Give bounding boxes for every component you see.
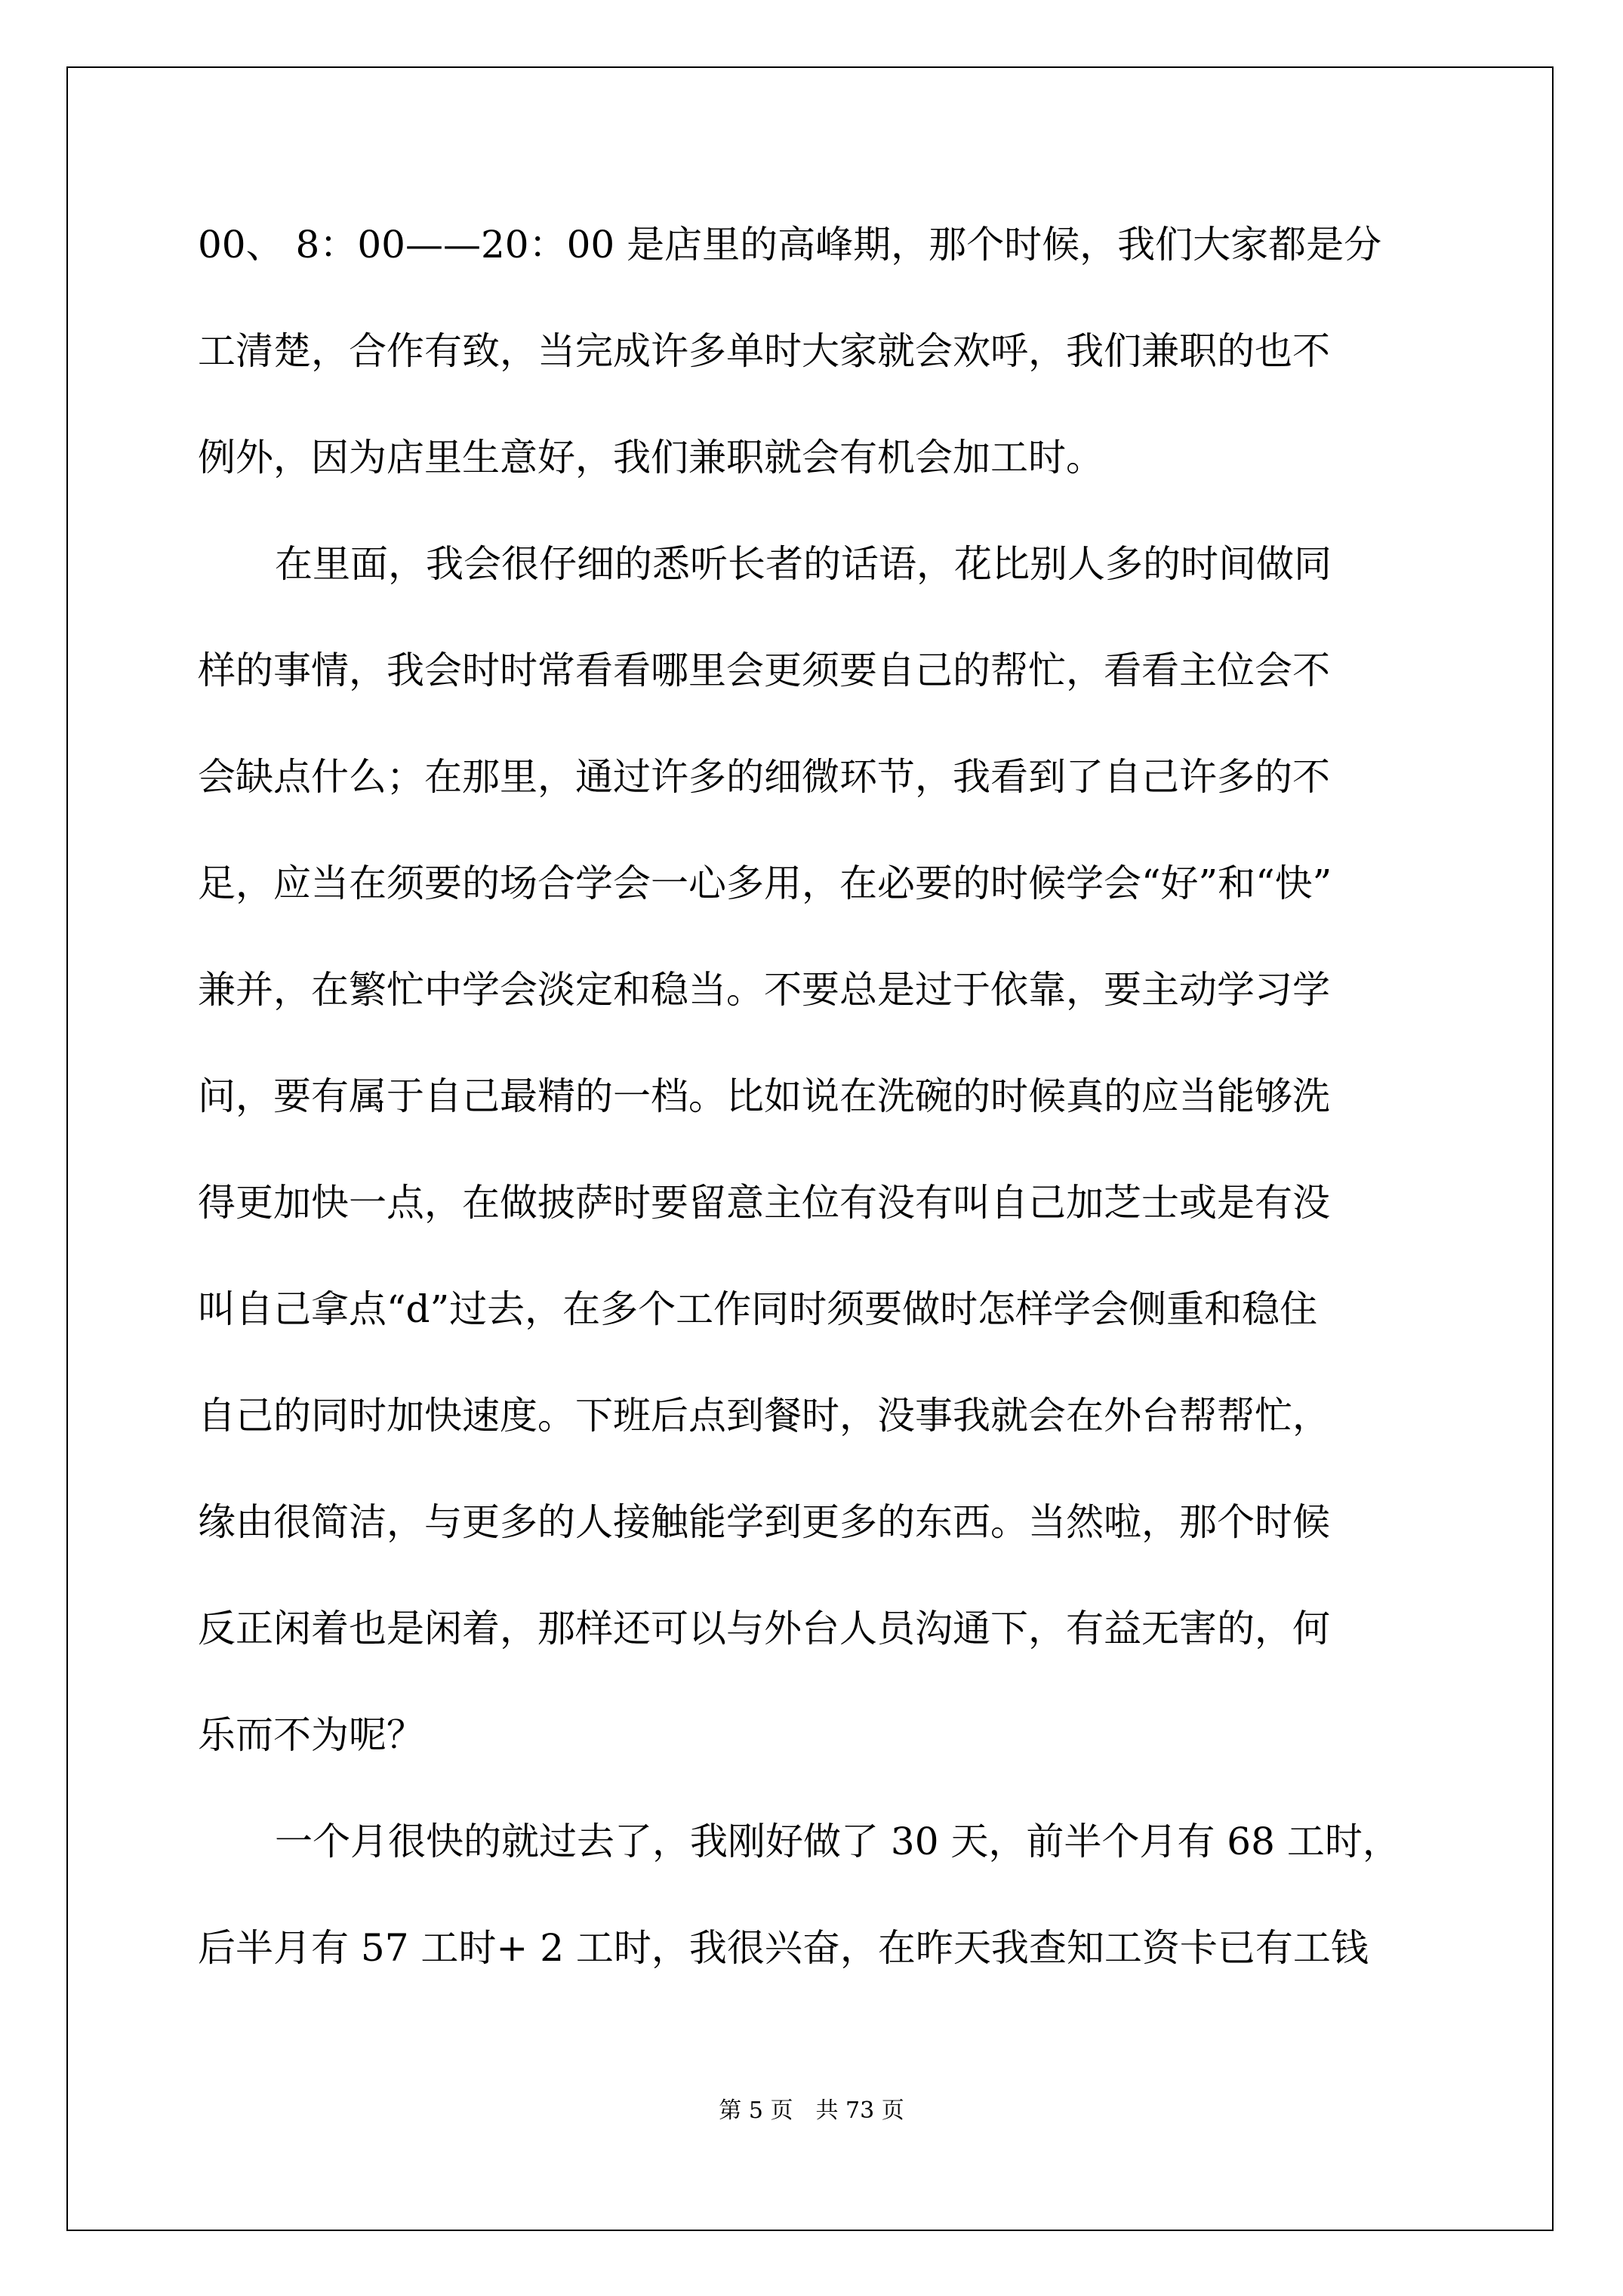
text-line: 例外，因为店里生意好，我们兼职就会有机会加工时。 xyxy=(198,436,1104,479)
text-line: 工清楚，合作有致，当完成许多单时大家就会欢呼，我们兼职的也不 xyxy=(198,329,1330,373)
page-number: 第 5 页 xyxy=(719,2097,793,2124)
text-line: 自己的同时加快速度。下班后点到餐时，没事我就会在外台帮帮忙， xyxy=(198,1394,1330,1438)
text-line: 样的事情，我会时时常看看哪里会更须要自己的帮忙，看看主位会不 xyxy=(198,649,1330,692)
text-line: 叫自己拿点“d”过去，在多个工作同时须要做时怎样学会侧重和稳住 xyxy=(198,1287,1318,1331)
text-line: 会缺点什么；在那里，通过许多的细微环节，我看到了自己许多的不 xyxy=(198,755,1330,799)
page-border xyxy=(66,66,1554,2231)
text-line: 足，应当在须要的场合学会一心多用，在必要的时候学会“好”和“快” xyxy=(198,861,1332,905)
text-line: 00、 8：00——20：00 是店里的高峰期，那个时候，我们大家都是分 xyxy=(198,223,1382,267)
page-footer xyxy=(0,2096,1623,2126)
paragraph-start-line: 在里面，我会很仔细的悉听长者的话语，花比别人多的时间做同 xyxy=(275,542,1332,586)
page-total: 共 73 页 xyxy=(815,2097,904,2124)
text-line: 乐而不为呢？ xyxy=(198,1713,424,1757)
text-line: 得更加快一点，在做披萨时要留意主位有没有叫自己加芝士或是有没 xyxy=(198,1181,1330,1225)
text-line: 后半月有 57 工时+ 2 工时，我很兴奋，在昨天我查知工资卡已有工钱 xyxy=(198,1926,1369,1970)
paragraph-start-line: 一个月很快的就过去了，我刚好做了 30 天，前半个月有 68 工时， xyxy=(275,1820,1400,1863)
text-line: 反正闲着也是闲着，那样还可以与外台人员沟通下，有益无害的，何 xyxy=(198,1607,1330,1650)
text-line: 兼并，在繁忙中学会淡定和稳当。不要总是过于依靠，要主动学习学 xyxy=(198,968,1330,1012)
text-line: 缘由很简洁，与更多的人接触能学到更多的东西。当然啦，那个时候 xyxy=(198,1500,1330,1544)
text-line: 问，要有属于自己最精的一档。比如说在洗碗的时候真的应当能够洗 xyxy=(198,1074,1330,1118)
